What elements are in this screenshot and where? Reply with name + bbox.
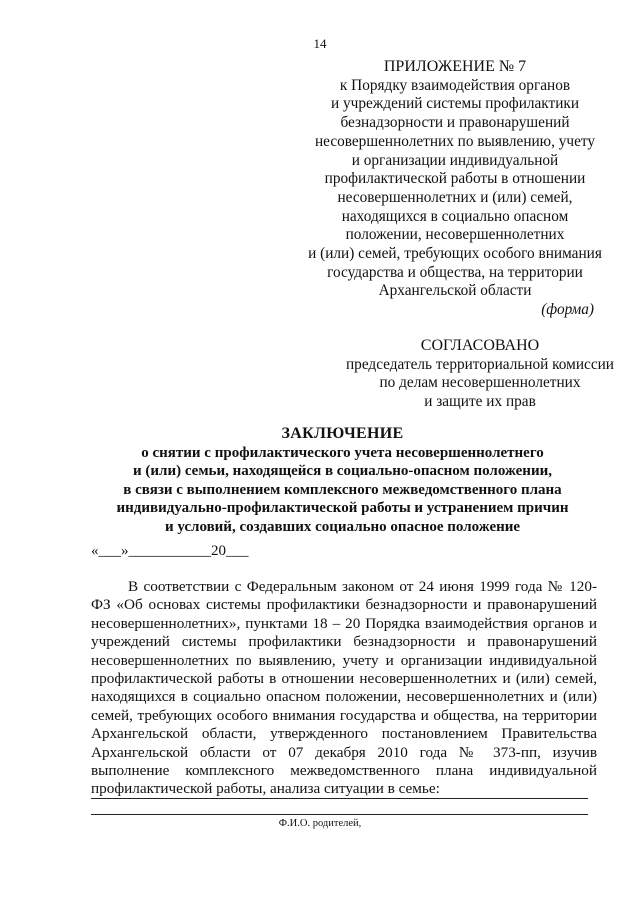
conclusion-line: и (или) семьи, находящейся в социально-опасном положении, xyxy=(133,463,552,480)
conclusion-line: о снятии с профилактического учета несовершеннолетнего xyxy=(141,444,544,461)
fill-in-line xyxy=(91,814,588,815)
approval-block xyxy=(300,337,640,412)
appendix-line: и учреждений системы профилактики xyxy=(330,95,580,113)
approval-line: председатель территориальной комиссии xyxy=(346,355,614,373)
page-number: 14 xyxy=(313,36,327,51)
appendix-line: профилактической работы в отношении xyxy=(324,170,586,188)
form-note: (форма) xyxy=(541,301,594,318)
body-paragraph: В соответствии с Федеральным законом от 24 июня 1999 года № 120-ФЗ «Об основах системы профилактики безнадзорности и правонарушений несовершеннолетних», пунктами 18 – 20 Порядка взаимодействия органов и учреждений системы профилактики безнадзорности и правонарушений несовершеннолетних по выявлению, учету и организации индивидуальной профилактической работы в отношении несовершеннолетних и (или) семей, находящихся в социально опасном положении, несовершеннолетних и (или) семей, требующих особого внимания государства и общества, на территории Архангельской области, утвержденного постановлением Правительства Архангельской области от 07 декабря 2010 года № 373-пп, изучив выполнение комплексного межведомственного плана индивидуальной профилактической работы, анализа ситуации в семье: xyxy=(91,578,597,798)
approval-title: СОГЛАСОВАНО xyxy=(420,337,540,354)
approval-line: и защите их прав xyxy=(424,393,536,411)
fill-in-line xyxy=(91,798,588,799)
appendix-line: безнадзорности и правонарушений xyxy=(340,114,570,132)
appendix-line: и (или) семей, требующих особого внимания xyxy=(308,245,602,263)
approval-line: по делам несовершеннолетних xyxy=(379,374,581,392)
appendix-line: положении, несовершеннолетних xyxy=(345,226,565,244)
appendix-line: к Порядку взаимодействия органов xyxy=(339,76,571,94)
appendix-title: ПРИЛОЖЕНИЕ № 7 xyxy=(383,58,527,75)
conclusion-line: в связи с выполнением комплексного межведомственного плана xyxy=(123,481,562,498)
field-caption: Ф.И.О. родителей, xyxy=(278,818,362,829)
body-paragraph-block xyxy=(91,578,597,799)
appendix-line: государства и общества, на территории xyxy=(327,263,583,281)
appendix-block xyxy=(275,58,635,301)
appendix-line: несовершеннолетних по выявлению, учету xyxy=(314,132,596,150)
appendix-line: Архангельской области xyxy=(378,282,532,300)
conclusion-line: индивидуально-профилактической работы и устранением причин xyxy=(116,500,569,517)
date-line: «___»___________20___ xyxy=(91,543,249,559)
conclusion-line: и условий, создавших социально опасное положение xyxy=(164,518,521,535)
appendix-line: находящихся в социально опасном xyxy=(341,207,569,225)
appendix-line: и организации индивидуальной xyxy=(351,151,559,169)
conclusion-title: ЗАКЛЮЧЕНИЕ xyxy=(281,425,404,442)
conclusion-heading xyxy=(60,425,625,537)
appendix-line: несовершеннолетних и (или) семей, xyxy=(337,188,573,206)
